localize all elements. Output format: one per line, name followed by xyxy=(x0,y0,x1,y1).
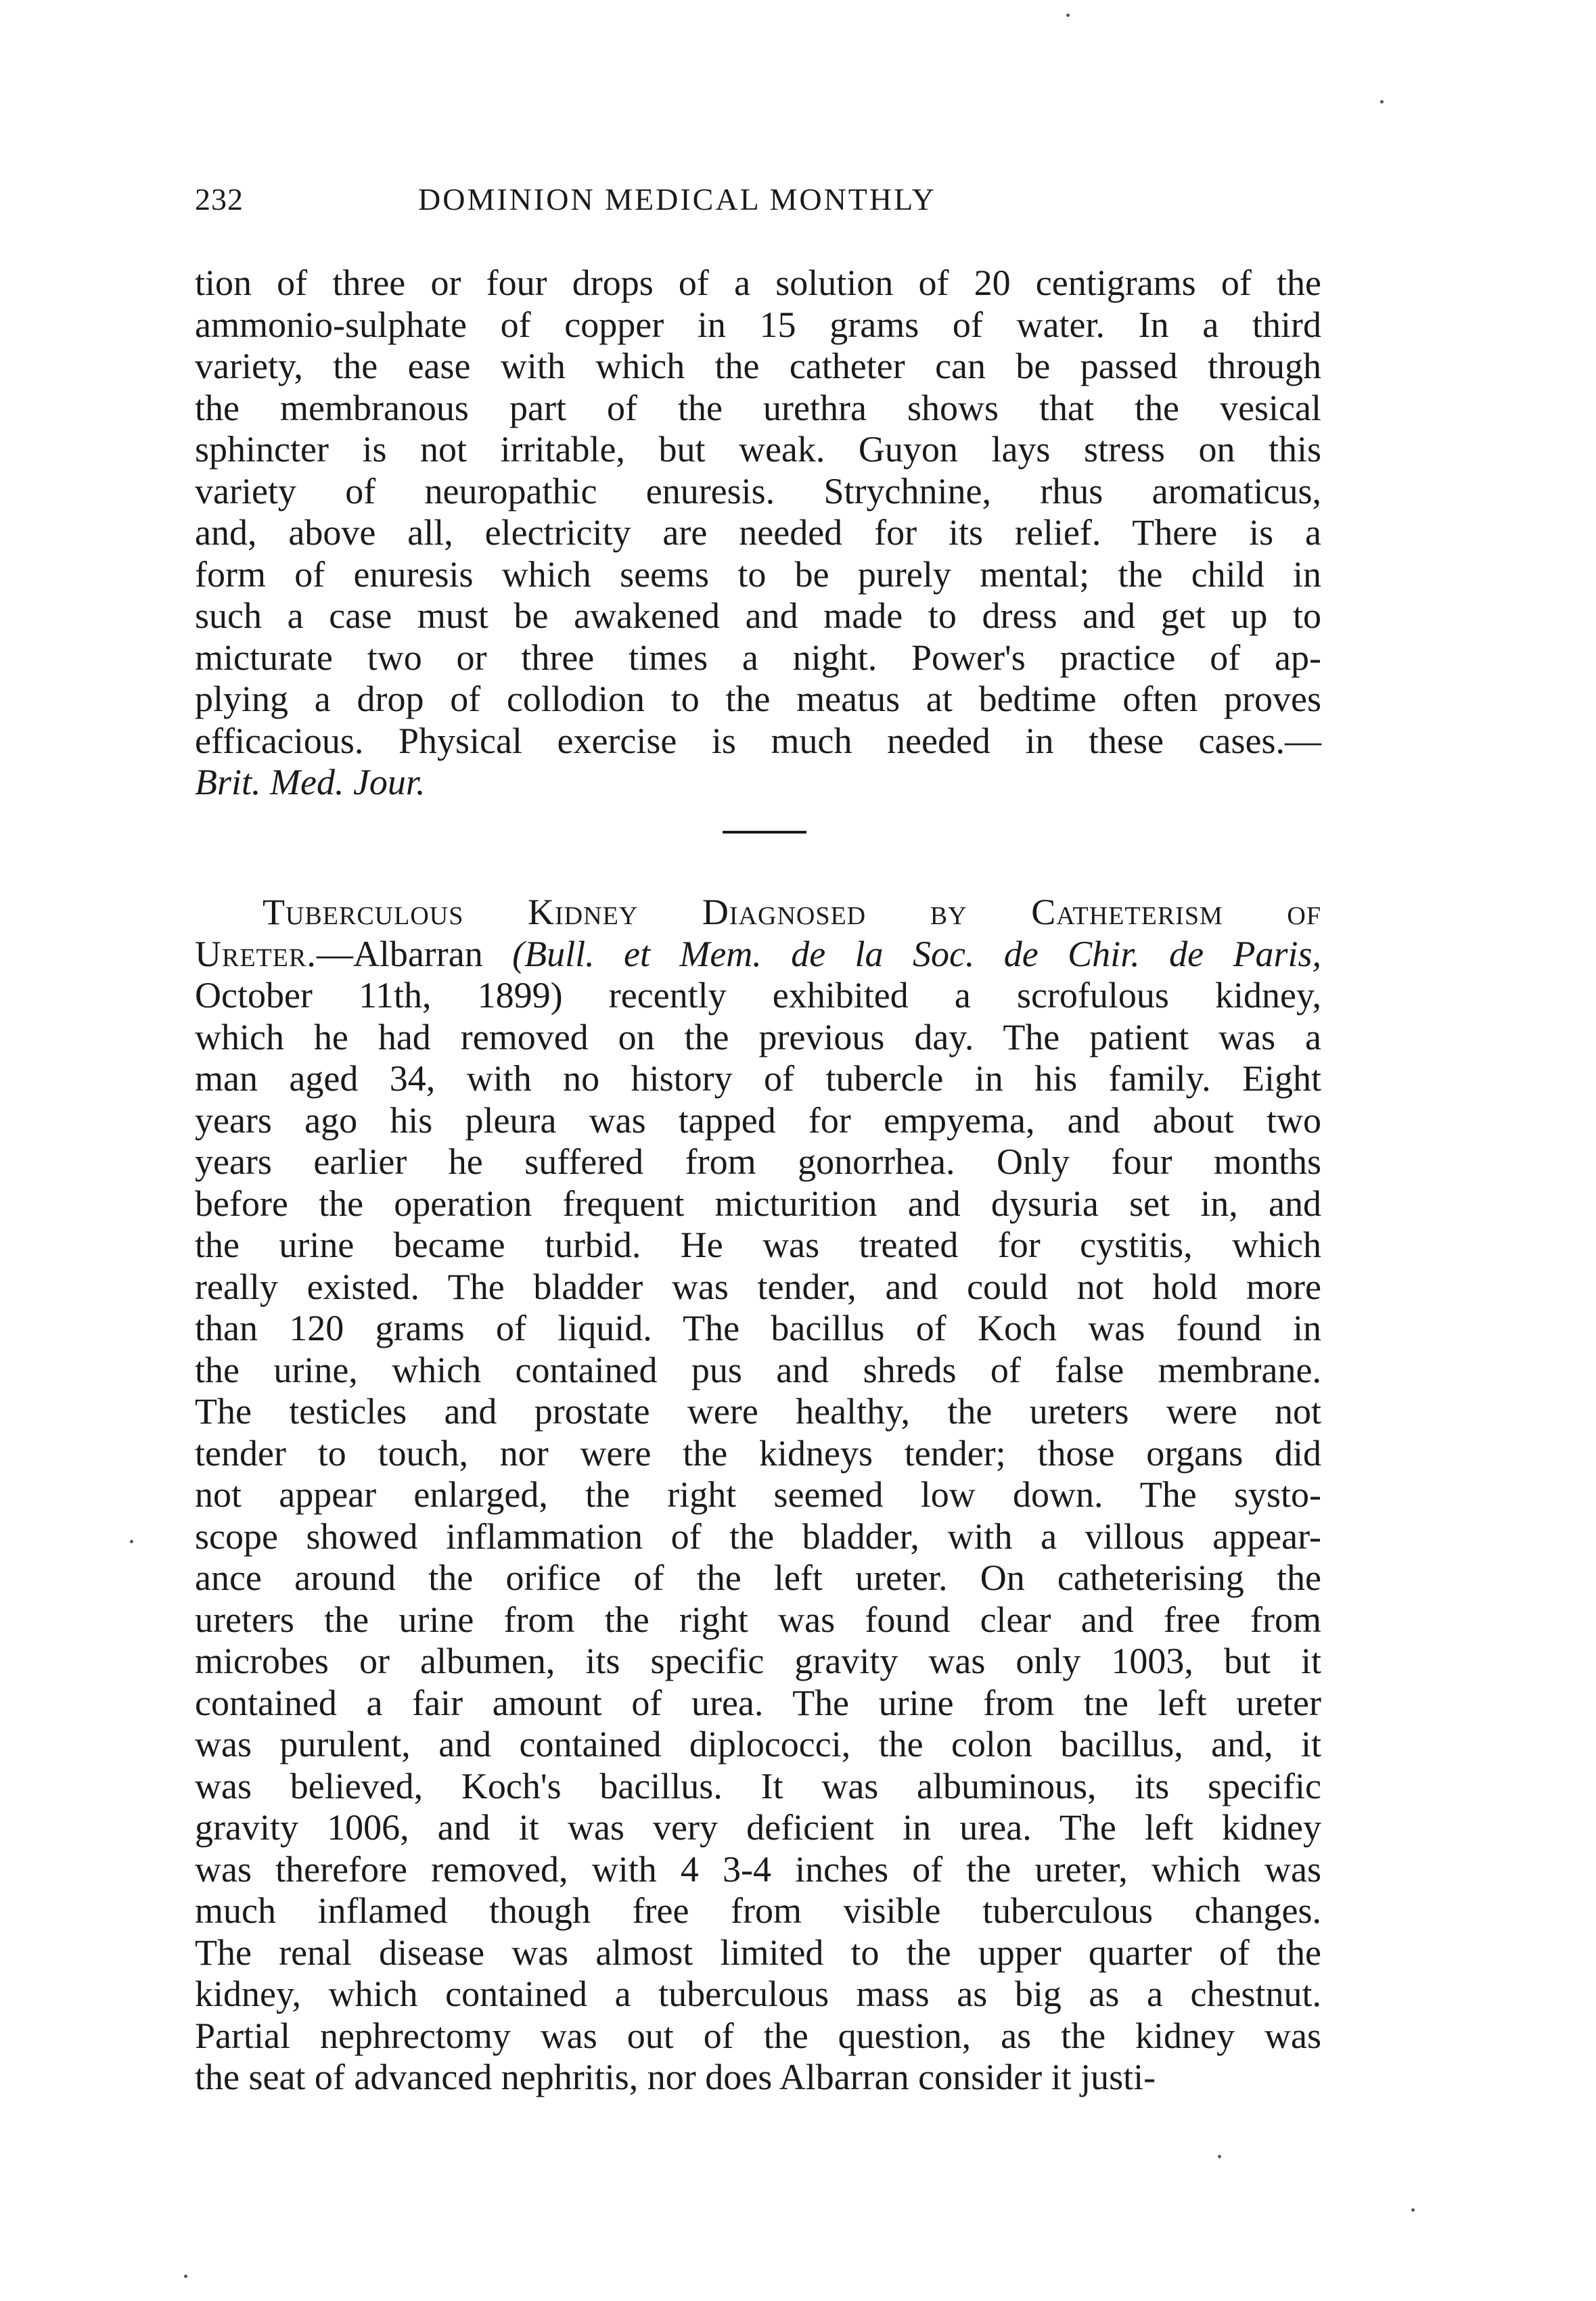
scan-speck xyxy=(1218,2155,1221,2158)
article-heading: Tuberculous Kidney Diagnosed by Catheterism of xyxy=(263,892,1321,932)
text-line: scope showed inflammation of the bladder, with a villous appear- xyxy=(195,1516,1321,1557)
text-line: such a case must be awakened and made to dress and get up to xyxy=(195,595,1321,636)
text-line: the urine, which contained pus and shreds of false membrane. xyxy=(195,1349,1321,1390)
journal-title: DOMINION MEDICAL MONTHLY xyxy=(418,182,936,217)
text-line: efficacious. Physical exercise is much needed in these cases.— xyxy=(195,720,1321,761)
section-divider xyxy=(723,831,806,834)
text-line: Partial nephrectomy was out of the question, as the kidney was xyxy=(195,2015,1321,2056)
scan-speck xyxy=(184,2275,187,2278)
text-line: man aged 34, with no history of tubercle in his family. Eight xyxy=(195,1058,1321,1099)
text-line: than 120 grams of liquid. The bacillus of Koch was found in xyxy=(195,1308,1321,1348)
text-line: the membranous part of the urethra shows that the vesical xyxy=(195,387,1321,428)
author-text: —Albarran xyxy=(316,933,513,974)
text-line: ance around the orifice of the left ureter. On catheterising the xyxy=(195,1557,1321,1598)
text-line: was therefore removed, with 4 3-4 inches of the ureter, which was xyxy=(195,1848,1321,1890)
text-line: much inflamed though free from visible tuberculous changes. xyxy=(195,1890,1321,1931)
text-line: was believed, Koch's bacillus. It was albuminous, its specific xyxy=(195,1765,1321,1806)
paragraph-tuberculous-kidney xyxy=(195,892,1321,2099)
text-line: micturate two or three times a night. Power's practice of ap- xyxy=(195,637,1321,678)
scan-speck xyxy=(1380,100,1384,104)
text-line: variety of neuropathic enuresis. Strychnine, rhus aromaticus, xyxy=(195,470,1321,511)
text-line: the seat of advanced nephritis, nor does Albarran consider it justi- xyxy=(195,2057,1156,2097)
journal-citation: (Bull. et Mem. de la Soc. de Chir. de Paris, xyxy=(512,933,1321,974)
text-line: tion of three or four drops of a solution of 20 centigrams of the xyxy=(195,263,1321,303)
text-line: kidney, which contained a tuberculous mass as big as a chestnut. xyxy=(195,1974,1321,2014)
text-line: which he had removed on the previous day. The patient was a xyxy=(195,1016,1321,1057)
text-line: tender to touch, nor were the kidneys tender; those organs did xyxy=(195,1432,1321,1474)
text-line: variety, the ease with which the catheter can be passed through xyxy=(195,346,1321,386)
text-line: and, above all, electricity are needed for its relief. There is a xyxy=(195,512,1321,553)
page-number: 232 xyxy=(195,182,244,217)
paragraph-enuresis xyxy=(195,263,1321,804)
text-line: The testicles and prostate were healthy, the ureters were not xyxy=(195,1391,1321,1432)
text-line: plying a drop of collodion to the meatus at bedtime often proves xyxy=(195,679,1321,719)
text-line: ammonio-sulphate of copper in 15 grams of water. In a third xyxy=(195,304,1321,345)
text-line: microbes or albumen, its specific gravity was only 1003, but it xyxy=(195,1641,1321,1681)
source-citation: Brit. Med. Jour. xyxy=(195,762,426,802)
article-heading-continued: Ureter. xyxy=(195,933,317,974)
text-line: before the operation frequent micturition and dysuria set in, and xyxy=(195,1183,1321,1224)
text-line: not appear enlarged, the right seemed low down. The systo- xyxy=(195,1474,1321,1515)
text-line: gravity 1006, and it was very deficient in urea. The left kidney xyxy=(195,1807,1321,1848)
text-line: The renal disease was almost limited to the upper quarter of the xyxy=(195,1932,1321,1973)
text-line: years ago his pleura was tapped for empyema, and about two xyxy=(195,1099,1321,1141)
running-head xyxy=(195,181,1338,229)
text-line: really existed. The bladder was tender, and could not hold more xyxy=(195,1266,1321,1307)
text-line: form of enuresis which seems to be purely mental; the child in xyxy=(195,553,1321,595)
scan-speck xyxy=(1066,14,1070,17)
text-line: contained a fair amount of urea. The urine from tne left ureter xyxy=(195,1682,1321,1723)
text-line: was purulent, and contained diplococci, the colon bacillus, and, it xyxy=(195,1724,1321,1764)
scan-speck xyxy=(130,1540,133,1543)
text-line: sphincter is not irritable, but weak. Guyon lays stress on this xyxy=(195,429,1321,470)
article-heading-line xyxy=(195,892,1321,934)
text-line: October 11th, 1899) recently exhibited a scrofulous kidney, xyxy=(195,975,1321,1016)
text-line: the urine became turbid. He was treated for cystitis, which xyxy=(195,1225,1321,1265)
scan-speck xyxy=(1411,2208,1415,2212)
text-line xyxy=(195,934,1321,976)
text-line: years earlier he suffered from gonorrhea. Only four months xyxy=(195,1141,1321,1182)
text-line: ureters the urine from the right was found clear and free from xyxy=(195,1599,1321,1640)
